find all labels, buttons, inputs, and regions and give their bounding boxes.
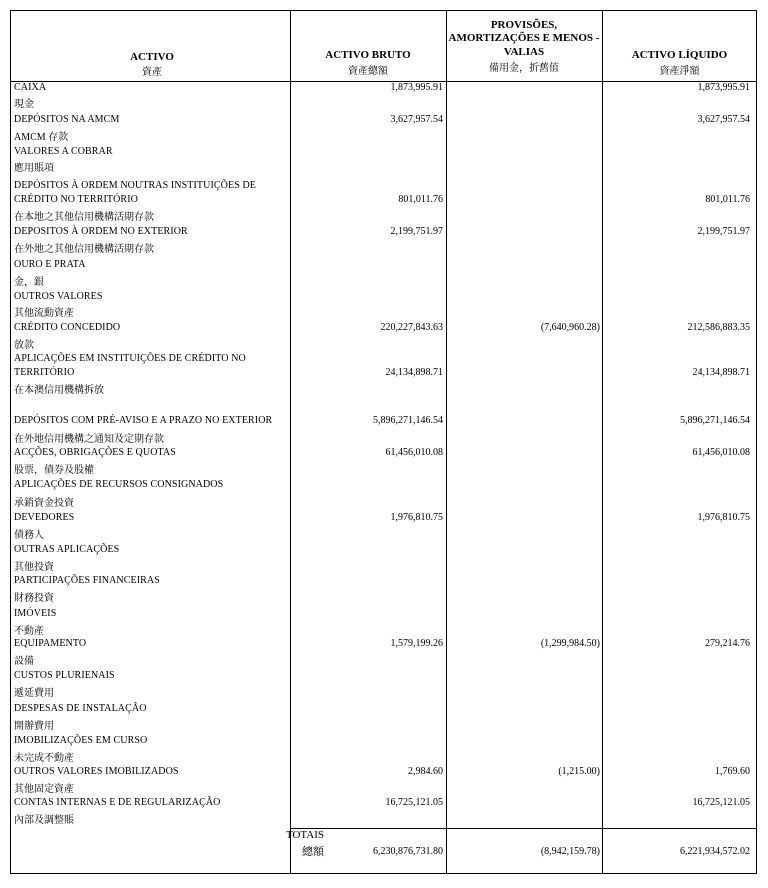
cell-activo-bruto: 3,627,957.54 xyxy=(390,114,443,125)
table-row-zh xyxy=(0,656,768,668)
row-label: TERRITÓRIO xyxy=(14,367,75,378)
row-label: APLICAÇÕES DE RECURSOS CONSIGNADOS xyxy=(14,479,224,490)
table-row-zh xyxy=(0,815,768,827)
row-label: DEPÓSITOS À ORDEM NOUTRAS INSTITUIÇÕES DE xyxy=(14,180,256,191)
table-row xyxy=(0,322,768,334)
row-label: IMÓVEIS xyxy=(14,608,57,619)
cell-provisoes: (1,215.00) xyxy=(558,766,600,777)
table-row xyxy=(0,82,768,94)
table-row-zh xyxy=(0,434,768,446)
row-label-zh: 內部及調整賬 xyxy=(14,815,74,826)
table-row-zh xyxy=(0,753,768,765)
cell-activo-liquido: 61,456,010.08 xyxy=(692,447,750,458)
table-row-zh xyxy=(0,530,768,542)
row-label-zh: 應用賬項 xyxy=(14,163,54,174)
table-row xyxy=(0,512,768,524)
row-label-zh: 股票，債券及股權 xyxy=(14,465,94,476)
row-label: PARTICIPAÇÕES FINANCEIRAS xyxy=(14,575,160,586)
row-label-zh: 開辦費用 xyxy=(14,721,54,732)
row-label-zh: 在外地之其他信用機構活期存款 xyxy=(14,244,154,255)
table-row-zh xyxy=(0,626,768,638)
header-provisoes-line2: AMORTIZAÇÕES E MENOS - xyxy=(448,32,600,44)
table-row xyxy=(0,353,768,365)
table-row-zh xyxy=(0,465,768,477)
table-row-zh xyxy=(0,498,768,510)
header-activo-liquido-zh: 資產淨額 xyxy=(659,66,700,77)
table-row-zh xyxy=(0,277,768,289)
totals-label-zh: 總額 xyxy=(302,846,324,858)
table-row xyxy=(0,670,768,682)
row-label: OUTROS VALORES IMOBILIZADOS xyxy=(14,766,179,777)
cell-activo-bruto: 1,873,995.91 xyxy=(390,82,443,93)
totals-label: TOTAIS xyxy=(285,829,324,841)
cell-activo-bruto: 24,134,898.71 xyxy=(385,367,443,378)
row-label-zh: 遞延費用 xyxy=(14,688,54,699)
row-label-zh: 設備 xyxy=(14,656,34,667)
table-row-zh xyxy=(0,308,768,320)
table-row xyxy=(0,114,768,126)
table-row xyxy=(0,367,768,379)
table-row-zh xyxy=(0,212,768,224)
table-row xyxy=(0,544,768,556)
cell-activo-bruto: 1,976,810.75 xyxy=(390,512,443,523)
table-row xyxy=(0,735,768,747)
row-label: CRÉDITO NO TERRITÓRIO xyxy=(14,194,138,205)
table-row xyxy=(0,146,768,158)
row-label: CAIXA xyxy=(14,82,47,93)
cell-activo-liquido: 3,627,957.54 xyxy=(697,114,750,125)
table-row-zh xyxy=(0,721,768,733)
cell-activo-liquido: 1,769.60 xyxy=(715,766,750,777)
row-label-zh: 債務人 xyxy=(14,530,44,541)
table-row xyxy=(0,479,768,491)
row-label-zh: 放款 xyxy=(14,340,34,351)
table-row xyxy=(0,575,768,587)
cell-activo-bruto: 220,227,843.63 xyxy=(380,322,443,333)
row-label: DEPÓSITOS NA AMCM xyxy=(14,114,120,125)
totals-row-values xyxy=(0,846,768,858)
row-label: DESPESAS DE INSTALAÇÃO xyxy=(14,703,147,714)
cell-activo-liquido: 279,214.76 xyxy=(705,638,750,649)
header-activo-zh: 資產 xyxy=(142,67,162,78)
table-row-zh xyxy=(0,132,768,144)
header-provisoes-line3: VALIAS xyxy=(503,46,545,58)
row-label-zh: 在外地信用機構之通知及定期存款 xyxy=(14,434,164,445)
cell-activo-liquido: 1,976,810.75 xyxy=(697,512,750,523)
row-label: APLICAÇÕES EM INSTITUIÇÕES DE CRÉDITO NO xyxy=(14,353,246,364)
totals-bruto: 6,230,876,731.80 xyxy=(373,846,443,857)
row-label: CRÉDITO CONCEDIDO xyxy=(14,322,121,333)
table-row xyxy=(0,797,768,809)
row-label-zh: 不動產 xyxy=(14,626,44,637)
header-provisoes-line1: PROVISÕES, xyxy=(490,19,558,31)
cell-activo-liquido: 5,896,271,146.54 xyxy=(680,415,750,426)
header-activo-liquido: ACTIVO LÍQUIDO xyxy=(631,49,728,61)
row-label-zh: 其他投資 xyxy=(14,562,54,573)
table-row xyxy=(0,194,768,206)
cell-activo-liquido: 16,725,121.05 xyxy=(692,797,750,808)
row-label: EQUIPAMENTO xyxy=(14,638,87,649)
cell-activo-liquido: 212,586,883.35 xyxy=(687,322,750,333)
row-label: DEVEDORES xyxy=(14,512,75,523)
row-label: OURO E PRATA xyxy=(14,259,86,270)
cell-provisoes: (7,640,960.28) xyxy=(540,322,600,333)
table-row-zh xyxy=(0,163,768,175)
table-row xyxy=(0,226,768,238)
row-label: ACÇÕES, OBRIGAÇÕES E QUOTAS xyxy=(14,447,176,458)
cell-activo-bruto: 801,011.76 xyxy=(398,194,443,205)
header-activo: ACTIVO xyxy=(130,51,174,63)
table-row xyxy=(0,180,768,192)
table-row-zh xyxy=(0,385,768,397)
row-label: OUTROS VALORES xyxy=(14,291,103,302)
table-row xyxy=(0,608,768,620)
table-row-zh xyxy=(0,593,768,605)
table-row-zh xyxy=(0,688,768,700)
row-label: DEPÓSITOS COM PRÉ-AVISO E A PRAZO NO EXTERIOR xyxy=(14,415,273,426)
cell-activo-bruto: 1,579,199.26 xyxy=(390,638,443,649)
cell-activo-liquido: 2,199,751.97 xyxy=(697,226,750,237)
row-label-zh: 未完成不動產 xyxy=(14,753,74,764)
table-row-zh xyxy=(0,99,768,111)
row-label: VALORES A COBRAR xyxy=(14,146,113,157)
totals-liquido: 6,221,934,572.02 xyxy=(680,846,750,857)
table-row-zh xyxy=(0,784,768,796)
table-row-zh xyxy=(0,340,768,352)
table-row xyxy=(0,703,768,715)
cell-activo-liquido: 24,134,898.71 xyxy=(692,367,750,378)
row-label-zh: 其他流動資產 xyxy=(14,308,74,319)
header-provisoes-zh: 備用金，折舊值 xyxy=(489,63,559,74)
totals-provisoes: (8,942,159.78) xyxy=(540,846,600,857)
cell-activo-bruto: 5,896,271,146.54 xyxy=(373,415,443,426)
cell-activo-liquido: 1,873,995.91 xyxy=(697,82,750,93)
row-label-zh: 財務投資 xyxy=(14,593,54,604)
row-label: OUTRAS APLICAÇÕES xyxy=(14,544,120,555)
totals-row xyxy=(0,829,768,841)
row-label-zh: 在本地之其他信用機構活期存款 xyxy=(14,212,154,223)
cell-activo-bruto: 2,199,751.97 xyxy=(390,226,443,237)
cell-activo-bruto: 61,456,010.08 xyxy=(385,447,443,458)
table-row xyxy=(0,415,768,427)
row-label-zh: 金，銀 xyxy=(14,277,44,288)
row-label-zh: 承銷資金投資 xyxy=(14,498,74,509)
table-row xyxy=(0,766,768,778)
row-label-zh: AMCM 存款 xyxy=(14,132,69,143)
cell-activo-bruto: 2,984.60 xyxy=(408,766,443,777)
table-row xyxy=(0,638,768,650)
table-row-zh xyxy=(0,244,768,256)
table-row xyxy=(0,447,768,459)
row-label: IMOBILIZAÇÕES EM CURSO xyxy=(14,735,148,746)
cell-activo-bruto: 16,725,121.05 xyxy=(385,797,443,808)
header-activo-bruto-zh: 資產總額 xyxy=(348,66,388,77)
header-activo-bruto: ACTIVO BRUTO xyxy=(325,49,411,61)
row-label: DEPOSITOS À ORDEM NO EXTERIOR xyxy=(14,226,188,237)
row-label-zh: 其他固定資產 xyxy=(14,784,74,795)
table-row xyxy=(0,291,768,303)
cell-provisoes: (1,299,984.50) xyxy=(540,638,600,649)
row-label-zh: 現金 xyxy=(14,99,34,110)
cell-activo-liquido: 801,011.76 xyxy=(705,194,750,205)
row-label: CUSTOS PLURIENAIS xyxy=(14,670,115,681)
row-label-zh: 在本澳信用機構拆放 xyxy=(14,385,104,396)
table-row-zh xyxy=(0,562,768,574)
row-label: CONTAS INTERNAS E DE REGULARIZAÇÃO xyxy=(14,797,221,808)
table-row xyxy=(0,259,768,271)
